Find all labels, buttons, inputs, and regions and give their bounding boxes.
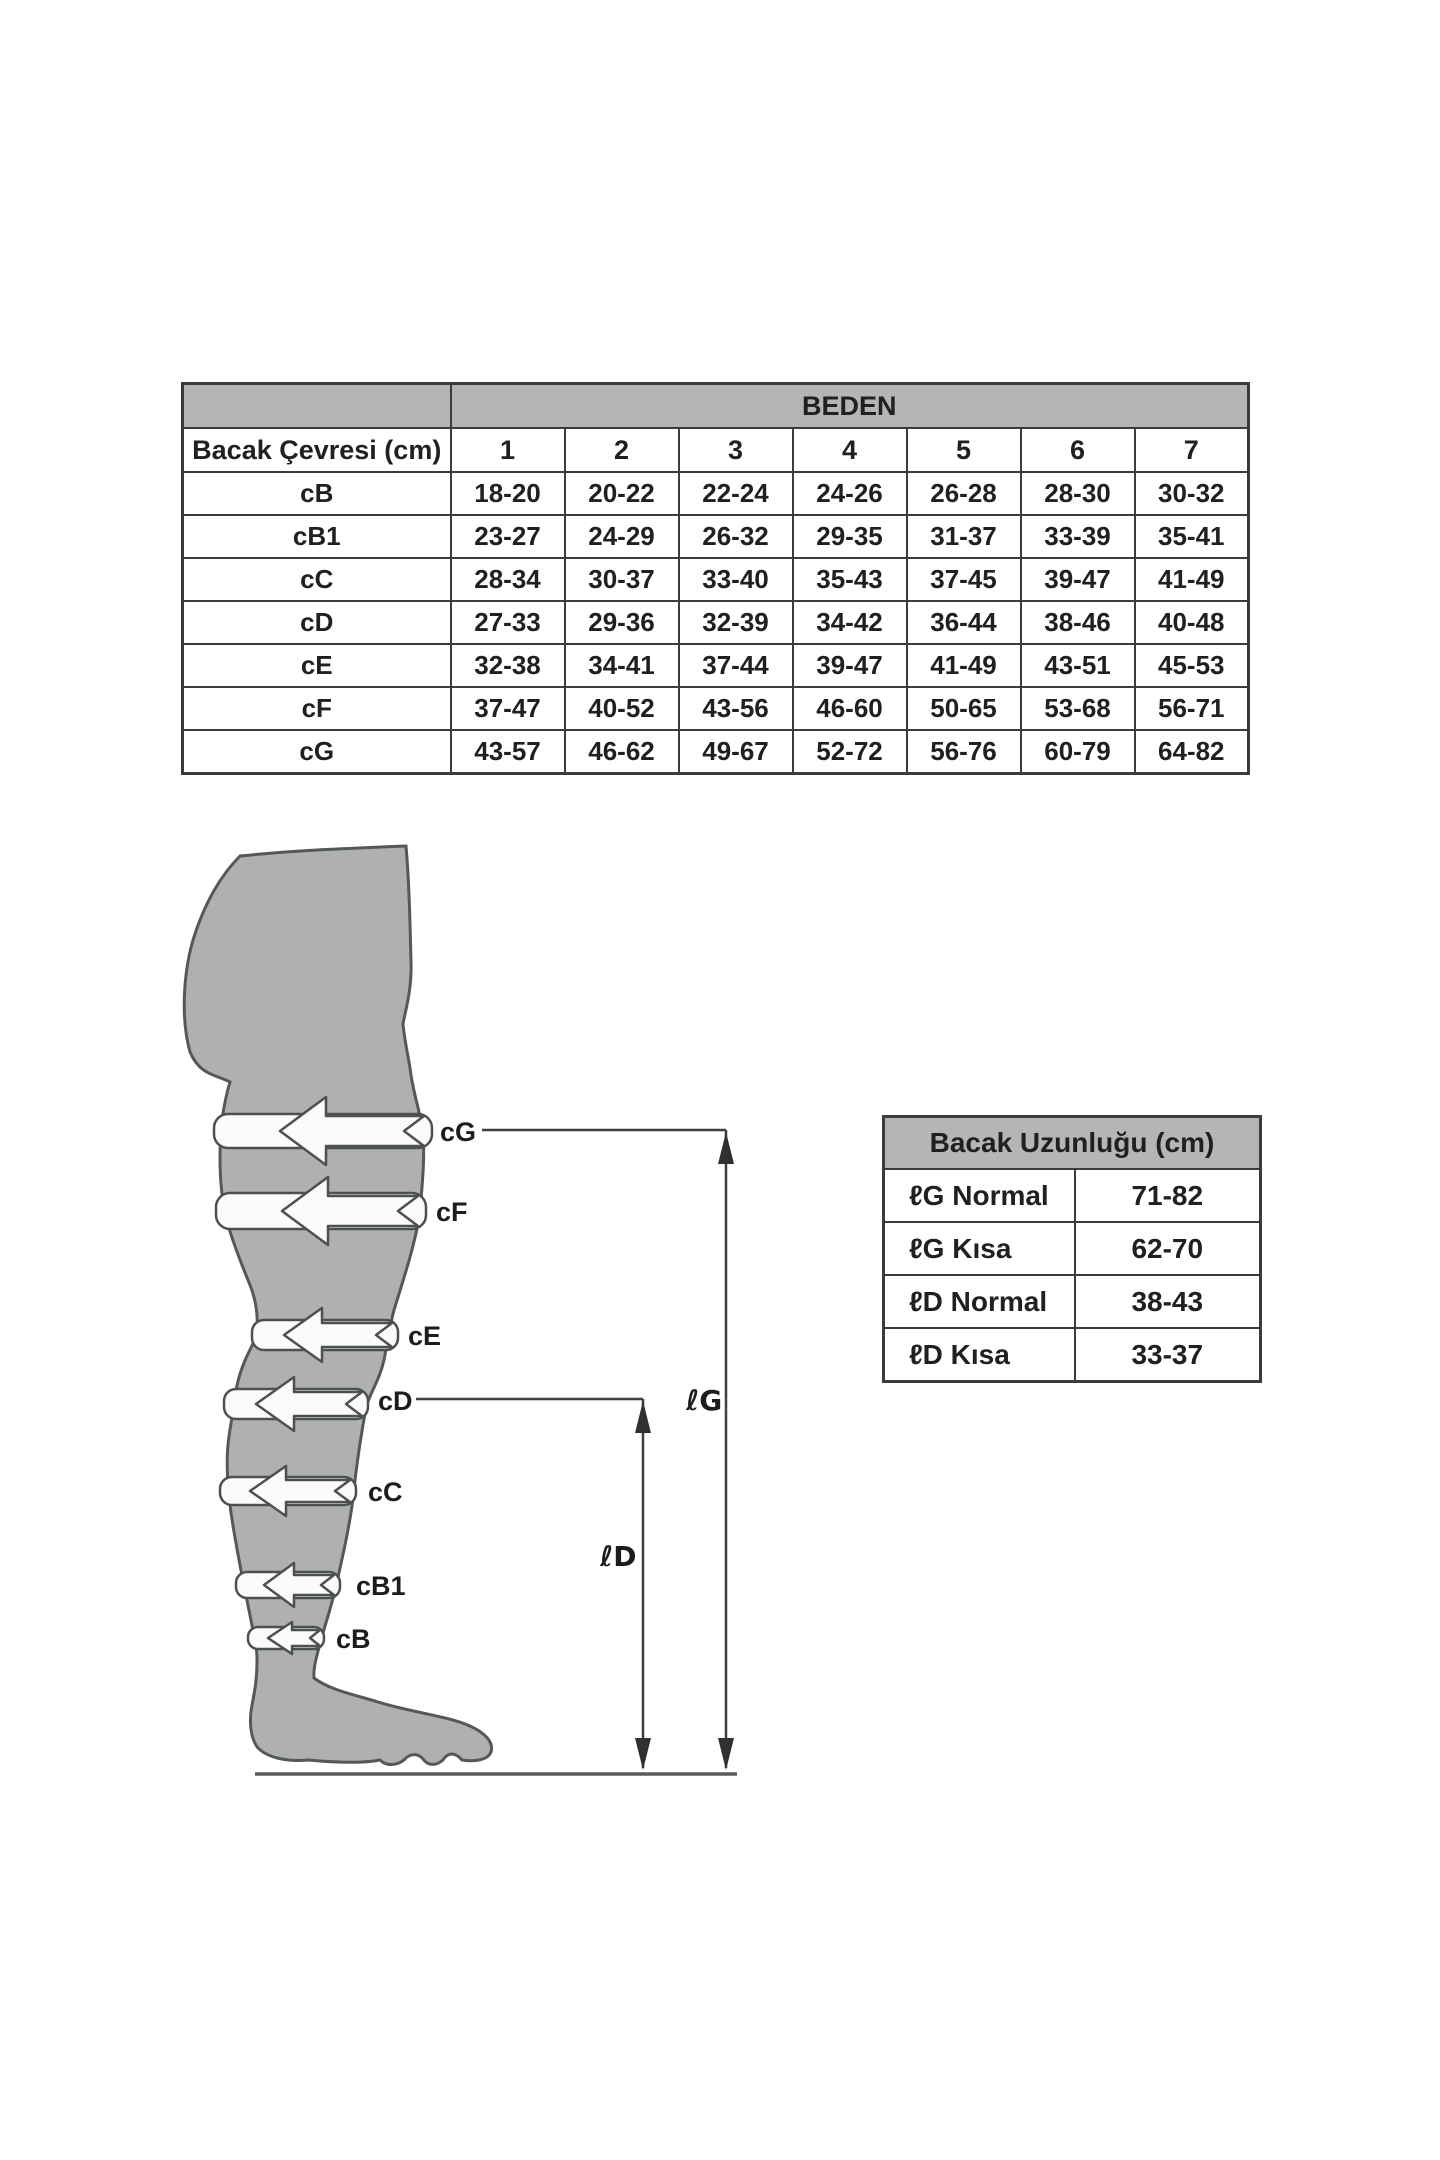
size-cell: 22-24 — [679, 472, 793, 515]
size-table-title: BEDEN — [451, 384, 1249, 429]
size-cell: 60-79 — [1021, 730, 1135, 774]
length-row-label: ℓD Normal — [884, 1275, 1075, 1328]
size-cell: 33-40 — [679, 558, 793, 601]
size-cell: 41-49 — [907, 644, 1021, 687]
size-cell: 28-30 — [1021, 472, 1135, 515]
size-row-label: cF — [183, 687, 451, 730]
size-cell: 38-46 — [1021, 601, 1135, 644]
size-cell: 43-51 — [1021, 644, 1135, 687]
size-cell: 18-20 — [451, 472, 565, 515]
size-cell: 52-72 — [793, 730, 907, 774]
size-column-header: 4 — [793, 428, 907, 472]
band-label-cB1: cB1 — [356, 1571, 406, 1601]
size-cell: 33-39 — [1021, 515, 1135, 558]
length-row-label: ℓG Kısa — [884, 1222, 1075, 1275]
size-cell: 29-36 — [565, 601, 679, 644]
size-row-label: cD — [183, 601, 451, 644]
size-cell: 46-60 — [793, 687, 907, 730]
size-cell: 27-33 — [451, 601, 565, 644]
size-cell: 30-32 — [1135, 472, 1249, 515]
size-cell: 56-71 — [1135, 687, 1249, 730]
size-cell: 41-49 — [1135, 558, 1249, 601]
size-cell: 39-47 — [793, 644, 907, 687]
size-table-row-header: Bacak Çevresi (cm) — [183, 428, 451, 472]
size-cell: 35-43 — [793, 558, 907, 601]
size-cell: 32-38 — [451, 644, 565, 687]
size-cell: 43-57 — [451, 730, 565, 774]
size-column-header: 5 — [907, 428, 1021, 472]
size-row-label: cC — [183, 558, 451, 601]
band-label-cB: cB — [336, 1624, 371, 1654]
length-row-label: ℓG Normal — [884, 1169, 1075, 1222]
length-table-title: Bacak Uzunluğu (cm) — [884, 1117, 1261, 1170]
ld-arrow-up — [635, 1401, 651, 1433]
length-cell: 62-70 — [1075, 1222, 1261, 1275]
size-cell: 26-32 — [679, 515, 793, 558]
size-cell: 49-67 — [679, 730, 793, 774]
size-cell: 34-42 — [793, 601, 907, 644]
size-column-header: 3 — [679, 428, 793, 472]
size-cell: 39-47 — [1021, 558, 1135, 601]
lg-length-label: ℓG — [686, 1384, 723, 1417]
size-cell: 56-76 — [907, 730, 1021, 774]
size-cell: 24-26 — [793, 472, 907, 515]
size-cell: 24-29 — [565, 515, 679, 558]
band-label-cG: cG — [440, 1117, 477, 1147]
size-cell: 46-62 — [565, 730, 679, 774]
length-cell: 33-37 — [1075, 1328, 1261, 1382]
length-cell: 38-43 — [1075, 1275, 1261, 1328]
length-cell: 71-82 — [1075, 1169, 1261, 1222]
size-cell: 37-47 — [451, 687, 565, 730]
size-cell: 40-48 — [1135, 601, 1249, 644]
size-cell: 37-44 — [679, 644, 793, 687]
size-cell: 20-22 — [565, 472, 679, 515]
size-cell: 30-37 — [565, 558, 679, 601]
size-cell: 35-41 — [1135, 515, 1249, 558]
size-column-header: 2 — [565, 428, 679, 472]
size-column-header: 1 — [451, 428, 565, 472]
lg-arrow-up — [718, 1132, 734, 1164]
size-cell: 34-41 — [565, 644, 679, 687]
size-cell: 23-27 — [451, 515, 565, 558]
size-cell: 50-65 — [907, 687, 1021, 730]
size-row-label: cE — [183, 644, 451, 687]
size-row-label: cG — [183, 730, 451, 774]
size-cell: 29-35 — [793, 515, 907, 558]
band-label-cE: cE — [408, 1321, 442, 1351]
band-label-cF: cF — [436, 1197, 468, 1227]
size-cell: 53-68 — [1021, 687, 1135, 730]
size-column-header: 6 — [1021, 428, 1135, 472]
band-label-cC: cC — [368, 1477, 403, 1507]
band-label-cD: cD — [378, 1386, 413, 1416]
size-cell: 31-37 — [907, 515, 1021, 558]
size-cell: 40-52 — [565, 687, 679, 730]
size-cell: 37-45 — [907, 558, 1021, 601]
ld-length-label: ℓD — [600, 1540, 637, 1573]
size-cell: 32-39 — [679, 601, 793, 644]
lg-arrow-down — [718, 1738, 734, 1770]
size-cell: 28-34 — [451, 558, 565, 601]
size-row-label: cB1 — [183, 515, 451, 558]
size-row-label: cB — [183, 472, 451, 515]
size-cell: 43-56 — [679, 687, 793, 730]
size-cell: 64-82 — [1135, 730, 1249, 774]
size-cell: 26-28 — [907, 472, 1021, 515]
size-cell: 36-44 — [907, 601, 1021, 644]
size-column-header: 7 — [1135, 428, 1249, 472]
size-cell: 45-53 — [1135, 644, 1249, 687]
length-row-label: ℓD Kısa — [884, 1328, 1075, 1382]
ld-arrow-down — [635, 1738, 651, 1770]
